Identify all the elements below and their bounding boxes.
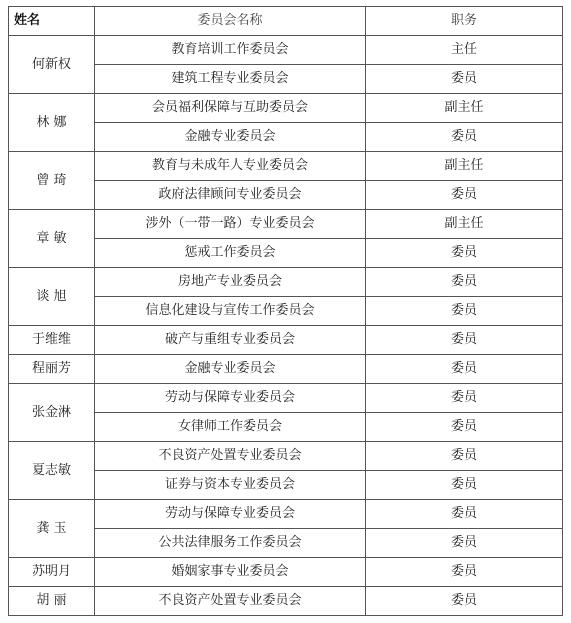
position-cell: 委员 [366,355,563,384]
committee-name-cell: 女律师工作委员会 [95,413,366,442]
table-row [9,268,563,297]
table-row [9,326,563,355]
committee-name-cell: 涉外（一带一路）专业委员会 [95,210,366,239]
header-committee: 委员会名称 [95,7,366,36]
position-cell: 委员 [366,123,563,152]
table-body [9,36,563,616]
position-cell: 副主任 [366,210,563,239]
member-name-cell: 谈 旭 [9,268,95,326]
member-name-cell: 曾 琦 [9,152,95,210]
committee-name-cell: 政府法律顾问专业委员会 [95,181,366,210]
position-cell: 委员 [366,500,563,529]
committee-name-cell: 不良资产处置专业委员会 [95,587,366,616]
committee-name-cell: 惩戒工作委员会 [95,239,366,268]
committee-name-cell: 证券与资本专业委员会 [95,471,366,500]
committee-name-cell: 劳动与保障专业委员会 [95,500,366,529]
header-name: 姓名 [9,7,95,36]
position-cell: 主任 [366,36,563,65]
committee-name-cell: 不良资产处置专业委员会 [95,442,366,471]
position-cell: 副主任 [366,152,563,181]
table-row [9,210,563,239]
committee-name-cell: 教育培训工作委员会 [95,36,366,65]
committee-name-cell: 金融专业委员会 [95,123,366,152]
position-cell: 委员 [366,65,563,94]
member-name-cell: 张金淋 [9,384,95,442]
committee-name-cell: 婚姻家事专业委员会 [95,558,366,587]
committee-name-cell: 金融专业委员会 [95,355,366,384]
committee-name-cell: 教育与未成年人专业委员会 [95,152,366,181]
committee-name-cell: 信息化建设与宣传工作委员会 [95,297,366,326]
member-name-cell: 程丽芳 [9,355,95,384]
member-name-cell: 苏明月 [9,558,95,587]
table-row [9,355,563,384]
committee-name-cell: 破产与重组专业委员会 [95,326,366,355]
position-cell: 委员 [366,268,563,297]
position-cell: 委员 [366,587,563,616]
position-cell: 委员 [366,471,563,500]
position-cell: 委员 [366,413,563,442]
table-row [9,94,563,123]
table-row [9,500,563,529]
position-cell: 委员 [366,181,563,210]
table-header [9,7,563,36]
table-row [9,558,563,587]
member-name-cell: 章 敏 [9,210,95,268]
table-row [9,384,563,413]
committee-membership-table [8,6,563,616]
member-name-cell: 胡 丽 [9,587,95,616]
position-cell: 副主任 [366,94,563,123]
member-name-cell: 龚 玉 [9,500,95,558]
committee-name-cell: 会员福利保障与互助委员会 [95,94,366,123]
member-name-cell: 于维维 [9,326,95,355]
committee-name-cell: 公共法律服务工作委员会 [95,529,366,558]
position-cell: 委员 [366,297,563,326]
position-cell: 委员 [366,384,563,413]
table-row [9,152,563,181]
position-cell: 委员 [366,529,563,558]
table-row [9,442,563,471]
member-name-cell: 何新权 [9,36,95,94]
committee-name-cell: 劳动与保障专业委员会 [95,384,366,413]
committee-table-container [8,6,563,616]
position-cell: 委员 [366,239,563,268]
table-row [9,587,563,616]
member-name-cell: 林 娜 [9,94,95,152]
member-name-cell: 夏志敏 [9,442,95,500]
table-row [9,36,563,65]
position-cell: 委员 [366,558,563,587]
header-position: 职务 [366,7,563,36]
position-cell: 委员 [366,442,563,471]
position-cell: 委员 [366,326,563,355]
header-row [9,7,563,36]
committee-name-cell: 房地产专业委员会 [95,268,366,297]
committee-name-cell: 建筑工程专业委员会 [95,65,366,94]
